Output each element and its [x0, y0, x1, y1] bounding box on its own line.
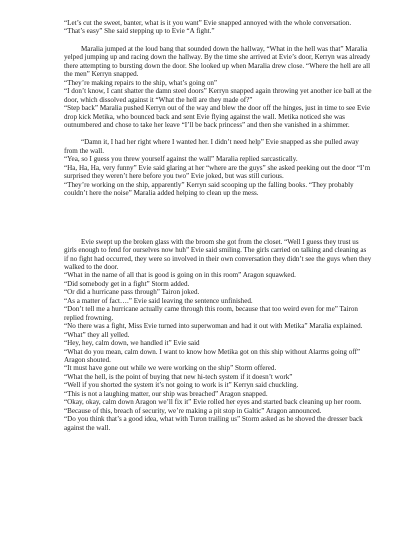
body-paragraph: “No there was a fight, Miss Evie turned into superwoman and had it out with Metika” Maralia explained. [64, 322, 363, 331]
body-paragraph: “Damn it, I had her right where I wanted her. I didn’t need help” Evie snapped as she pulled away from the wall. [64, 138, 359, 155]
paragraph-spacer [64, 129, 372, 138]
body-paragraph: “I don’t know, I cant shatter the damn steel doors” Kerryn snapped again throwing yet another ice ball at the door, which dissolved against it “What the hell are they made of?” [64, 87, 372, 104]
body-paragraph: “What” they all yelled. [64, 330, 130, 339]
body-paragraph: Evie swept up the broken glass with the broom she got from the closet. “Well I guess they trust us girls enough to fend for ourselves now huh” Evie said smiling. The girls carried on talking and cleaning as if no fight had occurred, they were so involved in their own conversation they didn’t see the guys when they walked to the door. [64, 237, 372, 271]
paragraph-spacer [64, 36, 372, 45]
body-paragraph: “This is not a laughing matter, our ship was breached” Aragon snapped. [64, 389, 268, 398]
body-paragraph: Maralia jumped at the loud bang that sounded down the hallway, “What in the hell was that” Maralia yelped jumping up and racing down the hallway. By the time she arrived at Evie’s door, Kerryn was already there attempting to bursting down the door. She looked up when Maralia drew close. “Where the hell are all the men” Kerryn snapped. [64, 44, 371, 79]
body-paragraph: “That’s easy” She said stepping up to Evie “A fight.” [64, 27, 215, 36]
body-paragraph: “Ha, Ha, Ha, very funny” Evie said glaring at her “where are the guys” she asked peeking out the door “I’m surprised they weren’t here before you two” Evie joked, but was still curious. [64, 163, 371, 181]
body-paragraph: “Do you think that’s a good idea, what with Turon trailing us” Storm asked as he shoved the dresser back against the wall. [64, 415, 363, 432]
body-paragraph: “They’re working on the ship, apparently” Kerryn said scooping up the falling books. “They probably couldn’t here the noise” Maralia added helping to clean up the mess. [64, 180, 354, 198]
body-paragraph: “Hey, hey, calm down, we handled it” Evie said [64, 339, 200, 348]
body-paragraph: “Let’s cut the sweet, banter, what is it you want” Evie snapped annoyed with the whole conversation. [64, 19, 352, 27]
body-paragraph: “Well if you shorted the system it’s not going to work is it” Kerryn said chuckling. [64, 381, 299, 390]
body-paragraph: “Okay, okay, calm down Aragon we’ll fix it” Evie rolled her eyes and started back cleaning up her room. [64, 398, 362, 407]
body-paragraph: “What the hell, is the point of buying that new hi-tech system if it doesn’t work” [64, 372, 293, 381]
paragraph-spacer [64, 198, 372, 238]
body-paragraph: “It must have gone out while we were working on the ship” Storm offered. [64, 364, 277, 373]
document-page [64, 19, 372, 432]
body-paragraph: “Or did a hurricane pass through” Tairon joked. [64, 288, 200, 297]
body-paragraph: “They’re making repairs to the ship, what’s going on” [64, 78, 218, 87]
body-paragraph: “Did somebody get in a fight” Storm added. [64, 279, 190, 288]
body-paragraph: “As a matter of fact….” Evie said leaving the sentence unfinished. [64, 296, 253, 305]
body-paragraph: “Step back” Maralia pushed Kerryn out of the way and blew the door off the hinges, just in time to see Evie drop kick Metika, who bounced back and sent Evie flying against the wall. Metika noticed she was outnumbered and chose to take her leave “I’ll be back princess” and then she vanished in a shimmer. [64, 104, 370, 129]
body-paragraph: “Don’t tell me a hurricane actually came through this room, because that too weird even for me” Tairon replied frowning. [64, 305, 358, 322]
body-paragraph: “Because of this, breach of security, we’re making a pit stop in Galtic” Aragon announced. [64, 406, 322, 415]
body-paragraph: “Yea, so I guess you threw yourself against the wall” Maralia replied sarcastically. [64, 155, 298, 164]
body-paragraph: “What do you mean, calm down. I want to know how Metika got on this ship without Alarms going off” Aragon shouted. [64, 347, 360, 364]
body-paragraph: “What in the name of all that is good is going on in this room” Aragon squawked. [64, 271, 296, 280]
